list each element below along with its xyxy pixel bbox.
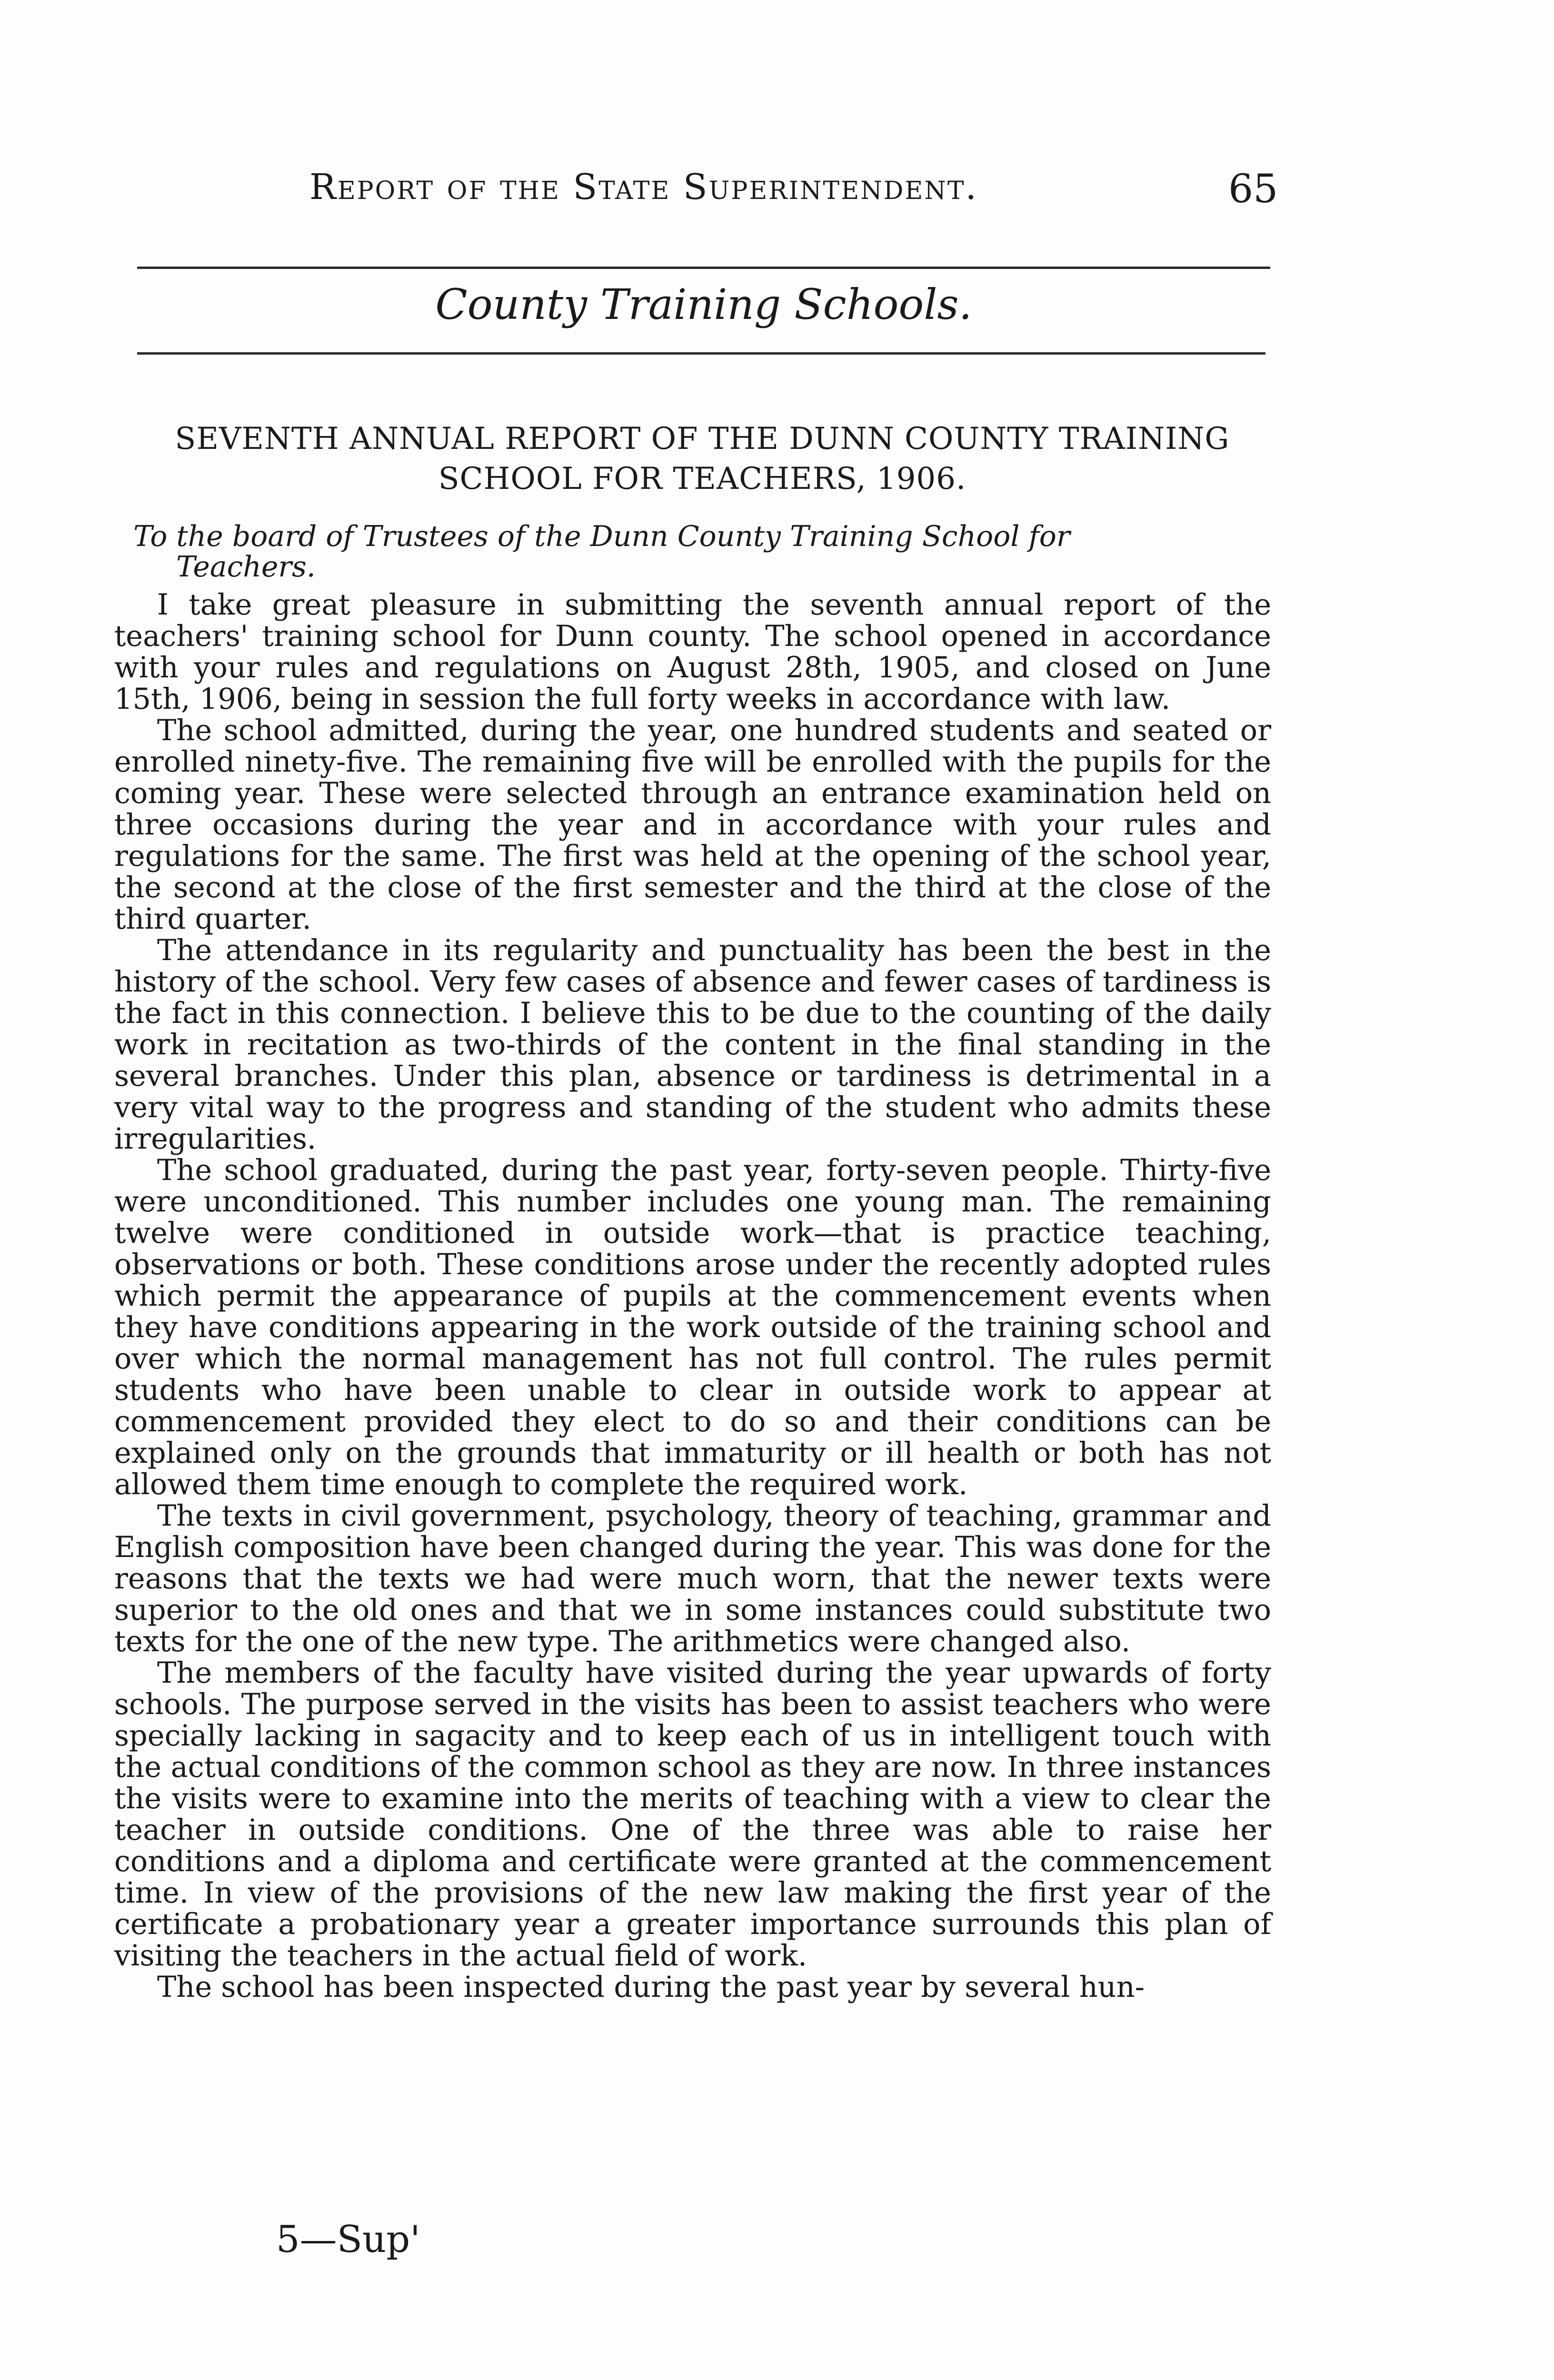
paragraph-7: The school has been inspected during the past year by several hun-	[157, 1971, 1145, 2004]
report-title	[133, 419, 1271, 499]
paragraph-6: The members of the faculty have visited during the year upwards of forty schools. The purpose served in the visits has been to assist teachers who were specially lacking in sagacity and to keep each of us in intelligent touch with the actual conditions of the common school as they are now. In three instances the visits were to examine into the merits of teaching with a view to clear the teacher in outside conditions. One of the three was able to raise her conditions and a diploma and certificate were granted at the commencement time. In view of the provisions of the new law making the first year of the certificate a probationary year a greater importance surrounds this plan of visiting the teachers in the actual field of work.	[114, 1656, 1271, 1973]
paragraph-2: The school admitted, during the year, one hundred students and seated or enrolled ninety-five. The remaining five will be enrolled with the pupils for the coming year. These were selected through an entrance examination held on three occasions during the year and in accordance with your rules and regulations for the same. The first was held at the opening of the school year, the second at the close of the first semester and the third at the close of the third quarter.	[114, 714, 1271, 936]
report-title-line-2: SCHOOL FOR TEACHERS, 1906.	[438, 461, 966, 496]
report-title-line-1: SEVENTH ANNUAL REPORT OF THE DUNN COUNTY TRAINING	[175, 421, 1230, 456]
paragraph-4: The school graduated, during the past year, forty-seven people. Thirty-five were unconditioned. This number includes one young man. The remaining twelve were conditioned in outside work—that is practice teaching, observations or both. These conditions arose under the recently adopted rules which permit the appearance of pupils at the commencement events when they have conditions appearing in the work outside of the training school and over which the normal management has not full control. The rules permit students who have been unable to clear in outside work to appear at commencement provided they elect to do so and their conditions can be explained only on the grounds that immaturity or ill health or both has not allowed them time enough to complete the required work.	[114, 1154, 1271, 1501]
salutation-line-1: To the board of Trustees of the Dunn County Training School for	[133, 520, 1070, 553]
salutation	[133, 521, 1271, 582]
paragraph-3: The attendance in its regularity and punctuality has been the best in the history of the school. Very few cases of absence and fewer cases of tardiness is the fact in this connection. I believe this to be due to the counting of the daily work in recitation as two-thirds of the content in the final standing in the several branches. Under this plan, absence or tardiness is detrimental in a very vital way to the progress and standing of the student who admits these irregularities.	[114, 934, 1271, 1156]
paragraph-1: I take great pleasure in submitting the seventh annual report of the teachers' training school for Dunn county. The school opened in accordance with your rules and regulations on August 28th, 1905, and closed on June 15th, 1906, being in session the full forty weeks in accordance with law.	[114, 588, 1271, 716]
report-body	[114, 589, 1271, 2003]
paragraph-5: The texts in civil government, psychology, theory of teaching, grammar and English composition have been changed during the year. This was done for the reasons that the texts we had were much worn, that the newer texts were superior to the old ones and that we in some instances could substitute two texts for the one of the new type. The arithmetics were changed also.	[114, 1499, 1271, 1658]
header-rule-top	[137, 267, 1270, 269]
header-rule-bottom	[137, 352, 1265, 355]
page-number: 65	[1228, 167, 1278, 212]
signature-mark: 5—Sup'	[276, 2218, 420, 2261]
salutation-line-2: Teachers.	[176, 550, 316, 584]
section-title: County Training Schools.	[435, 280, 972, 329]
running-head: Report of the State Superintendent.	[309, 167, 978, 208]
